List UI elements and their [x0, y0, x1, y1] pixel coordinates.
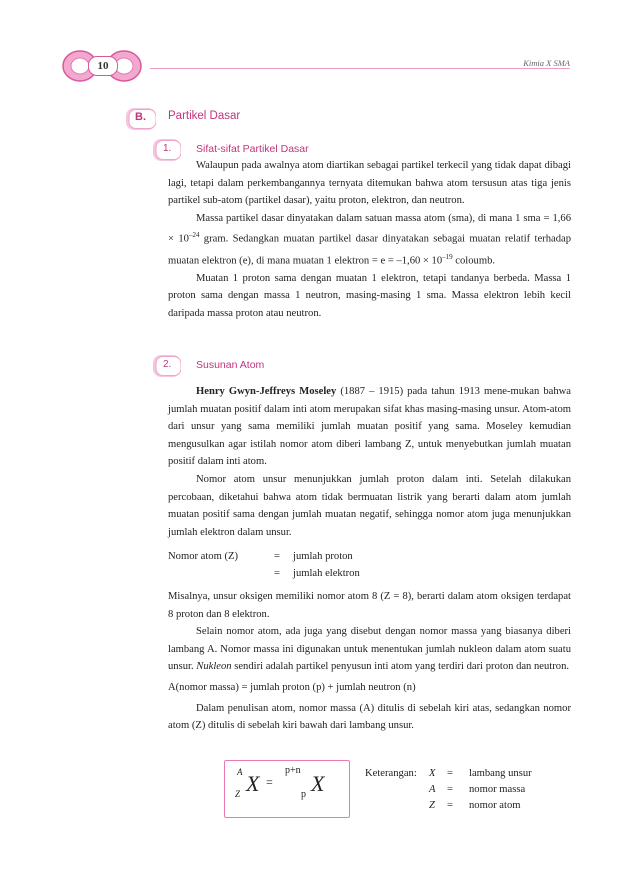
formula-equals: = — [266, 775, 273, 789]
paragraph: Muatan 1 proton sama dengan muatan 1 elektron, tetapi tandanya berbeda. Massa 1 proton sama dengan massa 1 neutron, masing-masing 1 sma. Massa elektron lebih kecil daripada massa proton atau neutron. — [168, 272, 571, 319]
legend-equals: = — [447, 784, 453, 795]
legend-symbol: Z — [429, 800, 435, 811]
subsection-1-number: 1. — [163, 143, 172, 154]
section-letter: B. — [135, 111, 146, 123]
section-title: Partikel Dasar — [168, 110, 241, 122]
header-rule — [150, 68, 570, 69]
page-number: 10 — [88, 56, 118, 76]
legend-label: Keterangan: — [365, 768, 417, 779]
legend-description: nomor massa — [469, 784, 526, 795]
subsection-2-body-continued — [168, 588, 571, 735]
formula-subscript-p: p — [301, 789, 306, 800]
page-number-ornament — [62, 46, 142, 86]
subsection-1-title: Sifat-sifat Partikel Dasar — [196, 143, 309, 155]
definition-label: Nomor atom (Z) — [168, 551, 239, 562]
legend-equals: = — [447, 768, 453, 779]
formula-symbol: X — [246, 771, 260, 796]
legend-description: nomor atom — [469, 800, 521, 811]
subsection-1-body — [168, 157, 571, 322]
atomic-number-definition — [168, 549, 360, 582]
book-title: Kimia X SMA — [523, 58, 570, 68]
paragraph: Nomor atom unsur menunjukkan jumlah proton dalam inti. Setelah dilakukan percobaan, diketahui bahwa atom tidak bermuatan listrik yang berarti dalam atom jumlah muatan positif sama dengan jumlah muatan negatif, sehingga nomor atom juga menunjukkan jumlah elektron dalam unsur. — [168, 473, 571, 538]
definition-equals: = — [274, 567, 280, 579]
notation-formula-box — [224, 760, 350, 818]
subsection-2-number: 2. — [163, 359, 172, 370]
legend-equals: = — [447, 800, 453, 811]
formula-subscript-z: Z — [235, 789, 241, 799]
legend-symbol: X — [429, 768, 436, 779]
paragraph: Selain nomor atom, ada juga yang disebut dengan nomor massa yang biasanya diberi lambang A. Nomor massa ini digunakan untuk menentukan jumlah nukleon dalam atom suatu unsur. Nukleon sendiri adalah partikel penyusun inti atom yang terdiri dari proton dan neutron. — [168, 626, 571, 673]
mass-number-definition: A(nomor massa) = jumlah proton (p) + jumlah neutron (n) — [168, 681, 416, 693]
formula-superscript-a: A — [237, 767, 243, 777]
section-badge — [126, 108, 156, 128]
definition-equals: = — [274, 551, 280, 562]
formula-symbol: X — [311, 771, 325, 796]
definition-value: jumlah elektron — [293, 567, 360, 579]
paragraph: Henry Gwyn-Jeffreys Moseley (1887 – 1915) pada tahun 1913 mene-mukan bahwa jumlah muatan positif dalam inti atom merupakan sifat khas masing-masing unsur. Atom-atom dari unsur yang sama memiliki jumlah muatan positif yang sama. Moseley kemudian mengusulkan agar istilah nomor atom diberi lambang Z, untuk menyebutkan jumlah muatan positif dalam inti atom. — [168, 386, 571, 468]
subsection-2-badge — [153, 355, 181, 377]
legend-symbol: A — [429, 784, 436, 795]
paragraph: Massa partikel dasar dinyatakan dalam satuan massa atom (sma), di mana 1 sma = $1,66 \times 10^{-24}$ gram. Sedangkan muatan partikel dasar dinyatakan sebagai muatan relatif terhadap muatan elektron (e), di mana muatan 1 elektron = $e = -1,60 \times 10^{-19}$ coloumb. — [168, 212, 572, 267]
definition-value: jumlah proton — [293, 551, 353, 562]
formula-superscript-pn: p+n — [285, 765, 301, 776]
subsection-2-body — [168, 383, 571, 541]
subsection-2-title: Susunan Atom — [196, 359, 265, 371]
paragraph: Dalam penulisan atom, nomor massa (A) ditulis di sebelah kiri atas, sedangkan nomor atom (Z) ditulis di sebelah kiri bawah dari lambang unsur. — [168, 702, 571, 732]
legend-description: lambang unsur — [469, 768, 532, 779]
paragraph: Walaupun pada awalnya atom diartikan sebagai partikel terkecil yang tidak dapat dibagi lagi, tetapi dalam perkembangannya ternyata ditemukan bahwa atom tersusun atas tiga jenis partikel sub-atom (partikel dasar), yaitu proton, elektron, dan neutron. — [168, 160, 571, 207]
paragraph: Misalnya, unsur oksigen memiliki nomor atom 8 (Z = 8), berarti dalam atom oksigen terdapat 8 proton dan 8 elektron. — [168, 591, 571, 620]
legend — [365, 766, 532, 814]
